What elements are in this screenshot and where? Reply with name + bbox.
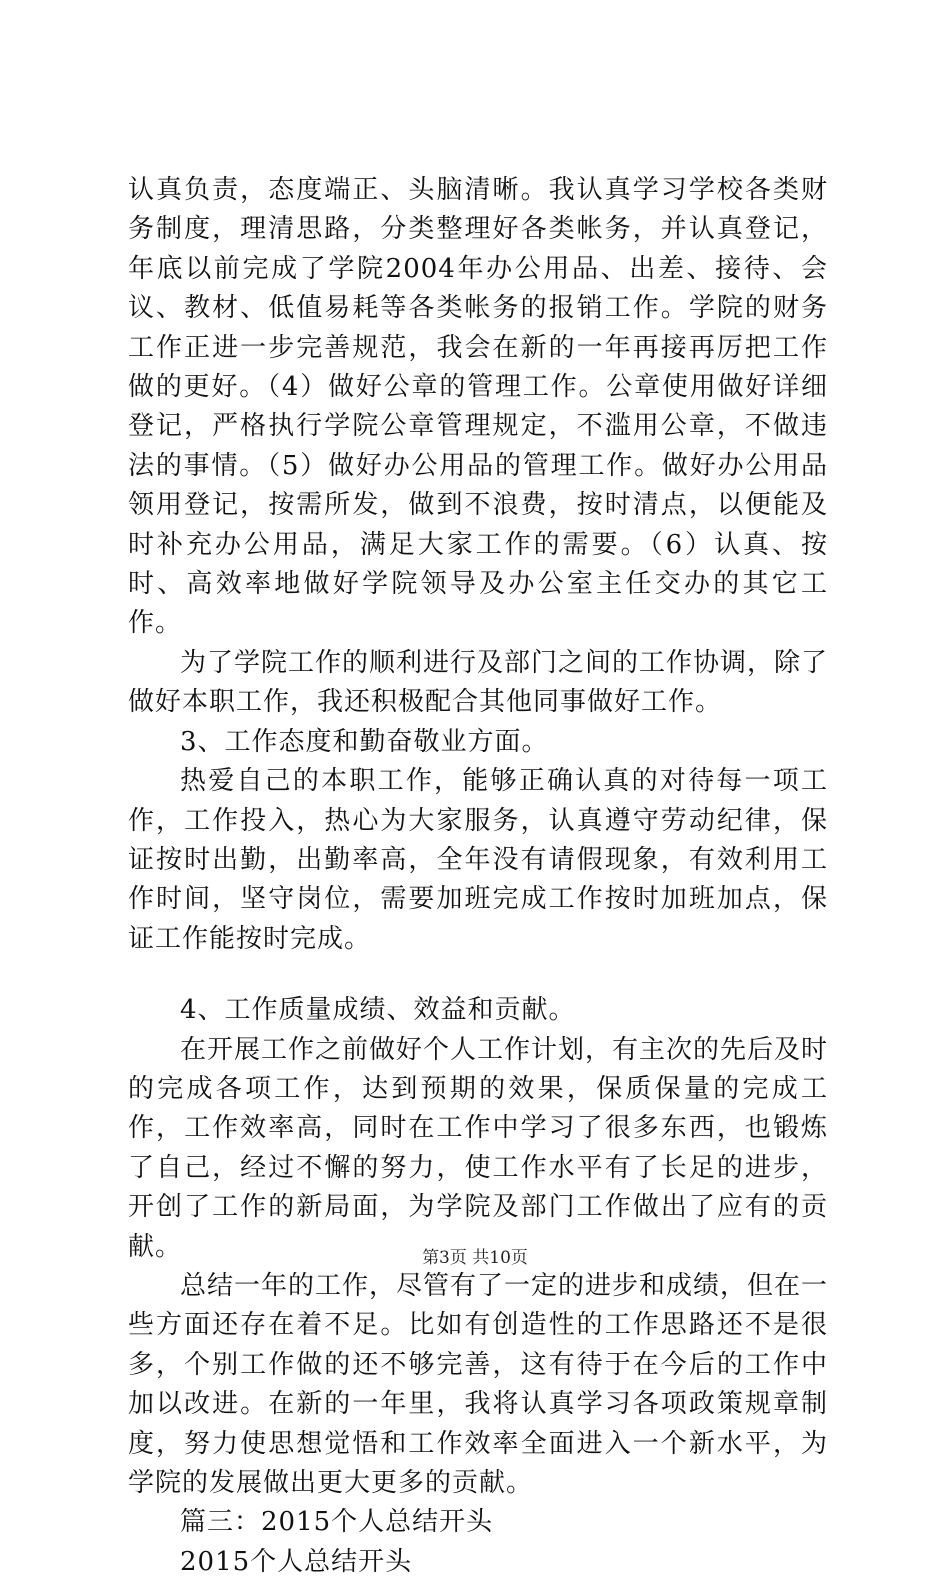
paragraph-attitude: 热爱自己的本职工作，能够正确认真的对待每一项工作，工作投入，热心为大家服务，认真遵守劳动纪律，保证按时出勤，出勤率高，全年没有请假现象，有效利用工作时间，坚守岗位，需要加班完成工作按时加班加点，保证工作能按时完成。 [128,766,828,954]
subtitle-part-three: 2015个人总结开头 [180,1546,413,1577]
page-number-footer: 第3页 共10页 [422,1248,528,1268]
section-heading-attitude: 3、工作态度和勤奋敬业方面。 [180,726,549,757]
paragraph-summary: 总结一年的工作，尽管有了一定的进步和成绩，但在一些方面还存在着不足。比如有创造性的工作思路还不是很多，个别工作做的还不够完善，这有待于在今后的工作中加以改进。在新的一年里，我将认真学习各项政策规章制度，努力使思想觉悟和工作效率全面进入一个新水平，为学院的发展做出更大更多的贡献。 [128,1270,829,1498]
document-body [128,171,828,1582]
section-heading-quality: 4、工作质量成绩、效益和贡献。 [180,995,576,1026]
paragraph-duties-continued: 认真负责，态度端正、头脑清晰。我认真学习学校各类财务制度，理清思路，分类整理好各类帐务，并认真登记，年底以前完成了学院2004年办公用品、出差、接待、会议、教材、低值易耗等各类帐务的报销工作。学院的财务工作正进一步完善规范，我会在新的一年再接再厉把工作做的更好。（4）做好公章的管理工作。公章使用做好详细登记，严格执行学院公章管理规定，不滥用公章，不做违法的事情。（5）做好办公用品的管理工作。做好办公用品领用登记，按需所发，做到不浪费，按时清点，以便能及时补充办公用品，满足大家工作的需要。（6）认真、按时、高效率地做好学院领导及办公室主任交办的其它工作。 [128,175,828,639]
section-heading-part-three: 篇三：2015个人总结开头 [180,1507,494,1538]
paragraph-quality: 在开展工作之前做好个人工作计划，有主次的先后及时的完成各项工作，达到预期的效果，保质保量的完成工作，工作效率高，同时在工作中学习了很多东西，也锻炼了自己，经过不懈的努力，使工作水平有了长足的进步，开创了工作的新局面，为学院及部门工作做出了应有的贡献。 [128,1034,829,1262]
paragraph-cooperation: 为了学院工作的顺利进行及部门之间的工作协调，除了做好本职工作，我还积极配合其他同事做好工作。 [128,647,829,718]
